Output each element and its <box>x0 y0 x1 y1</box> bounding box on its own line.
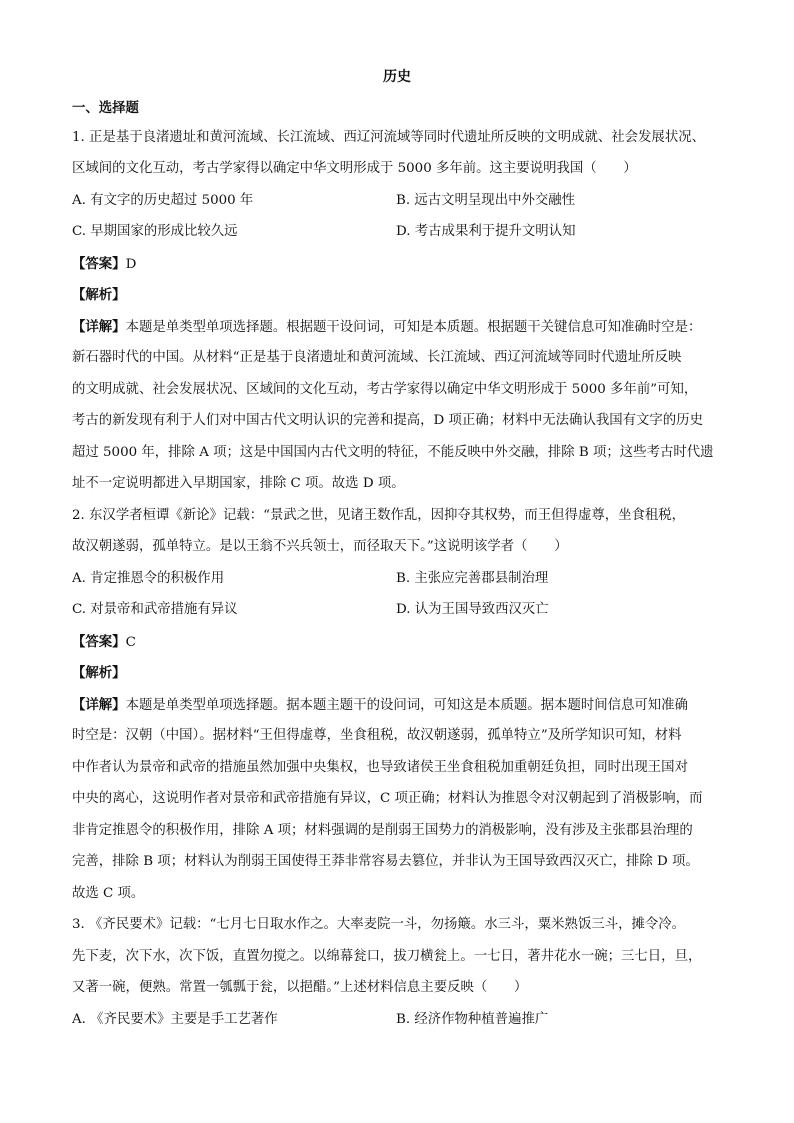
q1-option-d: D. 考古成果利于提升文明认知 <box>396 224 576 239</box>
answer-value: C <box>125 635 136 650</box>
q1-answer <box>72 254 732 275</box>
q1-option-c: C. 早期国家的形成比较久远 <box>72 224 238 239</box>
q1-stem-line-2: 区域间的文化互动，考古学家得以确定中华文明形成于 5000 多年前。这主要说明我国（ ） <box>72 161 637 176</box>
q3-option-a: A. 《齐民要术》主要是手工艺著作 <box>72 1012 278 1027</box>
q3-option-b: B. 经济作物种植普遍推广 <box>396 1012 549 1027</box>
q2-detail-line-5: 非肯定推恩令的积极作用，排除 A 项；材料强调的是削弱王国势力的消极影响，没有涉及主张郡县治理的 <box>72 823 693 838</box>
detail-text: 本题是单类型单项选择题。根据题干设问词，可知是本质题。根据题干关键信息可知准确时空是： <box>125 320 702 335</box>
q2-detail-line-4: 中央的离心，这说明作者对景帝和武帝措施有异议，C 项正确；材料认为推恩令对汉朝起到了消极影响，而 <box>72 791 703 806</box>
q2-option-d: D. 认为王国导致西汉灭亡 <box>396 602 549 617</box>
answer-label: 【答案】 <box>72 256 126 272</box>
q3-stem-line-2: 先下麦，次下水，次下饭，直置勿搅之。以绵幕瓮口，拔刀横瓮上。一七日，著井花水一碗；三七日，旦， <box>72 949 702 964</box>
q2-stem-line-2: 故汉朝遂弱，孤单特立。是以王翁不兴兵领士，而径取天下。”这说明该学者（ ） <box>72 539 568 554</box>
answer-value: D <box>125 257 137 272</box>
q3-stem-line-1: 3. 《齐民要术》记载：“七月七日取水作之。大率麦院一斗，勿扬簸。水三斗，粟米熟饭三斗，摊令冷。 <box>72 917 686 932</box>
detail-label: 【详解】 <box>72 697 126 713</box>
q2-detail-line-6: 完善，排除 B 项；材料认为削弱王国使得王莽非常容易去篡位，并非认为王国导致西汉灭亡，排除 D 项。 <box>72 854 699 869</box>
q1-detail-line-1 <box>72 317 732 338</box>
q2-option-a: A. 肯定推恩令的积极作用 <box>72 571 225 586</box>
q1-stem-line-1: 1. 正是基于良渚遗址和黄河流域、长江流域、西辽河流域等同时代遗址所反映的文明成就、社会发展状况、 <box>72 130 705 145</box>
q1-analysis-label: 【解析】 <box>72 287 126 303</box>
q1-option-a: A. 有文字的历史超过 5000 年 <box>72 193 254 208</box>
section-heading: 一、选择题 <box>72 100 139 116</box>
q1-detail-line-3: 的文明成就、社会发展状况、区域间的文化互动，考古学家得以确定中华文明形成于 5000 多年前”可知， <box>72 382 698 397</box>
page-title: 历史 <box>383 69 411 85</box>
q1-detail-line-5: 超过 5000 年，排除 A 项；这是中国国内古代文明的特征，不能反映中外交融，排除 B 项；这些考古时代遗 <box>72 445 714 460</box>
q2-stem-line-1: 2. 东汉学者桓谭《新论》记载：“景武之世，见诸王数作乱，因抑夺其权势，而王但得虚尊，坐食租税， <box>72 508 686 523</box>
q1-detail-line-6: 址不一定说明都进入早期国家，排除 C 项。故选 D 项。 <box>72 476 405 491</box>
detail-label: 【详解】 <box>72 319 126 335</box>
detail-text: 本题是单类型单项选择题。据本题主题干的设问词，可知这是本质题。据本题时间信息可知准确 <box>125 698 688 713</box>
q1-detail-line-2: 新石器时代的中国。从材料“正是基于良渚遗址和黄河流域、长江流域、西辽河流域等同时代遗址所反映 <box>72 350 682 365</box>
q2-detail-line-3: 中作者认为景帝和武帝的措施虽然加强中央集权，也导致诸侯王坐食租税加重朝廷负担，同时出现王国对 <box>72 760 688 775</box>
q2-detail-line-2: 时空是：汉朝（中国）。据材料“王但得虚尊，坐食租税，故汉朝遂弱，孤单特立”及所学知识可知，材料 <box>72 728 682 743</box>
q1-option-b: B. 远古文明呈现出中外交融性 <box>396 193 576 208</box>
q2-detail-line-7: 故选 C 项。 <box>72 886 145 901</box>
answer-label: 【答案】 <box>72 634 126 650</box>
q2-analysis-label: 【解析】 <box>72 665 126 681</box>
q2-detail-line-1 <box>72 695 732 716</box>
q1-detail-line-4: 考古的新发现有利于人们对中国古代文明认识的完善和提高，D 项正确；材料中无法确认我国有文字的历史 <box>72 413 703 428</box>
q2-answer <box>72 632 732 653</box>
q2-option-c: C. 对景帝和武帝措施有异议 <box>72 602 238 617</box>
q3-stem-line-3: 又著一碗，便熟。常置一瓠瓢于瓮，以挹醋。”上述材料信息主要反映（ ） <box>72 980 528 995</box>
q2-option-b: B. 主张应完善郡县制治理 <box>396 571 549 586</box>
